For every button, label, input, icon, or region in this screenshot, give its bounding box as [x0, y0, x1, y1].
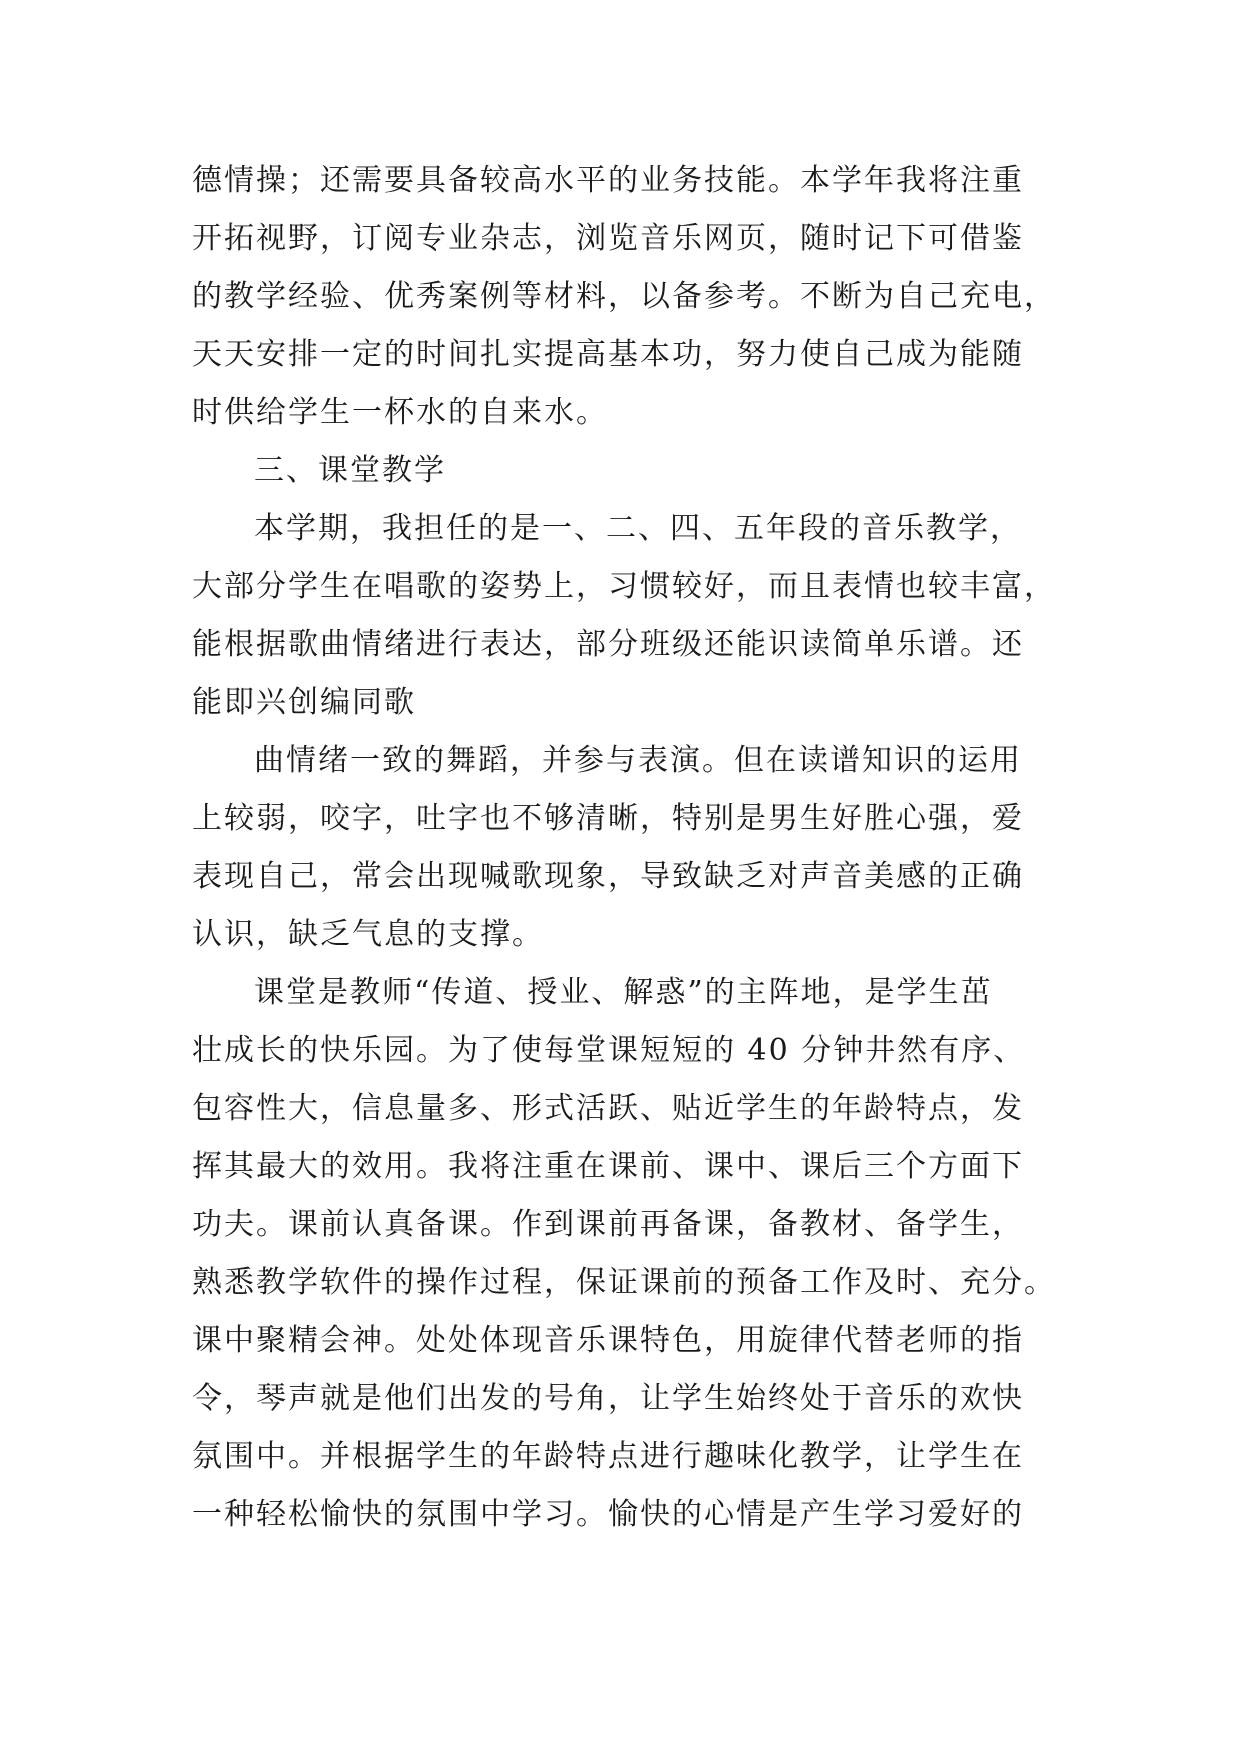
text-line: 一种轻松愉快的氛围中学习。愉快的心情是产生学习爱好的 [192, 1497, 1024, 1532]
text-line: 德情操；还需要具备较高水平的业务技能。本学年我将注重 [192, 163, 1024, 198]
text-line: 大部分学生在唱歌的姿势上，习惯较好，而且表情也较丰富， [192, 569, 1056, 604]
text-line: 挥其最大的效用。我将注重在课前、课中、课后三个方面下 [192, 1149, 1024, 1184]
text-line: 包容性大，信息量多、形式活跃、贴近学生的年龄特点，发 [192, 1091, 1024, 1126]
text-line: 认识，缺乏气息的支撑。 [192, 917, 544, 952]
section-heading: 三、课堂教学 [254, 453, 446, 488]
text-line: 氛围中。并根据学生的年龄特点进行趣味化教学，让学生在 [192, 1439, 1024, 1474]
text-line: 能根据歌曲情绪进行表达，部分班级还能识读简单乐谱。还 [192, 627, 1024, 662]
text-line: 课堂是教师“传道、授业、解惑”的主阵地，是学生茁 [254, 975, 993, 1010]
text-line: 能即兴创编同歌 [192, 685, 416, 720]
text-line: 时供给学生一杯水的自来水。 [192, 395, 608, 430]
text-line: 开拓视野，订阅专业杂志，浏览音乐网页，随时记下可借鉴 [192, 221, 1024, 256]
text-line: 天天安排一定的时间扎实提高基本功，努力使自己成为能随 [192, 337, 1024, 372]
text-line: 壮成长的快乐园。为了使每堂课短短的 40 分钟井然有序、 [192, 1033, 1026, 1068]
text-line: 上较弱，咬字，吐字也不够清晰，特别是男生好胜心强，爱 [192, 801, 1024, 836]
text-line: 的教学经验、优秀案例等材料，以备参考。不断为自己充电， [192, 279, 1056, 314]
text-line: 功夫。课前认真备课。作到课前再备课，备教材、备学生， [192, 1207, 1024, 1242]
text-line: 曲情绪一致的舞蹈，并参与表演。但在读谱知识的运用 [254, 743, 1022, 778]
text-line: 本学期，我担任的是一、二、四、五年段的音乐教学， [254, 511, 1022, 546]
text-line: 表现自己，常会出现喊歌现象，导致缺乏对声音美感的正确 [192, 859, 1024, 894]
text-line: 熟悉教学软件的操作过程，保证课前的预备工作及时、充分。 [192, 1265, 1056, 1300]
text-line: 令，琴声就是他们出发的号角，让学生始终处于音乐的欢快 [192, 1381, 1024, 1416]
document-body [192, 152, 1056, 1544]
text-line: 课中聚精会神。处处体现音乐课特色，用旋律代替老师的指 [192, 1323, 1024, 1358]
